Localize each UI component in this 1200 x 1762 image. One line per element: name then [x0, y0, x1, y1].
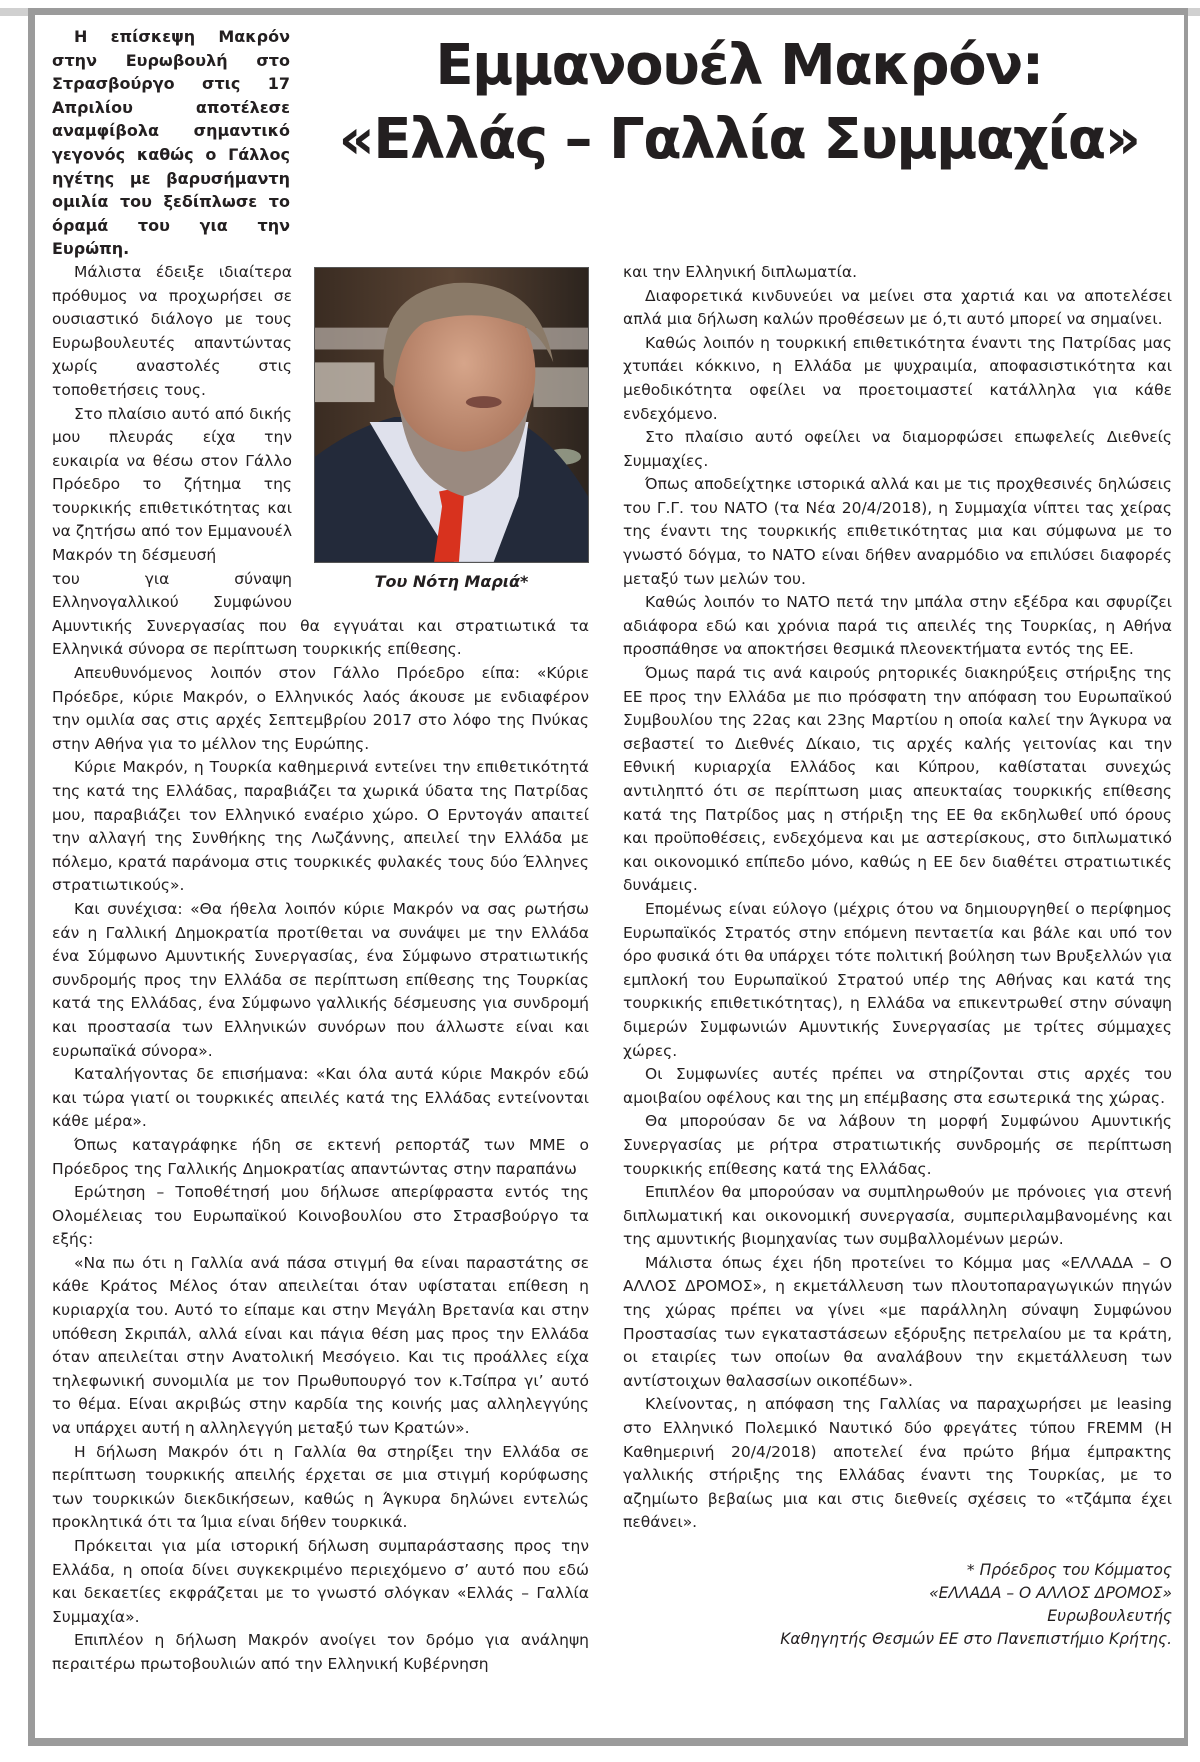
article-frame: [28, 8, 1188, 1746]
paragraph: Στο πλαίσιο αυτό από δικής μου πλευράς είχα την ευκαιρία να θέσω στον Γάλλο Πρόεδρο το ζήτημα της τουρκικής επιθετικότητας και να ζητήσω από τον Εμμανουέλ Μακρόν τη δέσμευσή: [52, 404, 292, 565]
left-column-body: [52, 568, 589, 1677]
left-column: [52, 261, 589, 1677]
signature-line: «ΕΛΛΑΔΑ – Ο ΑΛΛΟΣ ΔΡΟΜΟΣ»: [929, 1584, 1172, 1602]
right-column-wrap: [623, 261, 1172, 1651]
author-portrait-image: [315, 268, 588, 562]
paragraph: και την Ελληνική διπλωματία.: [623, 262, 858, 281]
paragraph: Και συνέχισα: «Θα ήθελα λοιπόν κύριε Μακρόν να σας ρωτήσω εάν η Γαλλική Δημοκρατία προτίθεται να συνάψει με την Ελλάδα ένα Σύμφωνο Αμυντικής Συνεργασίας, ένα Σύμφωνο στρατιωτικής συνδρομής προς την Ελλάδα σε περίπτωση επίθεσης της Τουρκίας κατά της Ελλάδας, ένα Σύμφωνο γαλλικής δέσμευσης για συνδρομή και προστασία των Ελληνικών συνόρων που άλλωστε είναι και ευρωπαϊκά σύνορα».: [52, 899, 589, 1060]
paragraph: Πρόκειται για μία ιστορική δήλωση συμπαράστασης προς την Ελλάδα, η οποία δίνει συγκεκριμένο περιεχόμενο σ’ αυτό που εδώ και δεκαετίες εκφράζεται με το γνωστό σλόγκαν «Ελλάς – Γαλλία Συμμαχία».: [52, 1537, 589, 1626]
paragraph: «Να πω ότι η Γαλλία ανά πάσα στιγμή θα είναι παραστάτης σε κάθε Κράτος Μέλος όταν απειλείται όταν υφίσταται επίθεση η κυριαρχία του. Αυτό το είπαμε και στην Μεγάλη Βρετανία και στην υπόθεση Σκριπάλ, αλλά είναι και πάγια θέση μας προς την Ελλάδα όταν απειλείται στην Ανατολική Μεσόγειο. Και τις προάλλες είχα τηλεφωνική συνομιλία με τον Πρωθυπουργό τον κ.Τσίπρα γι’ αυτό το θέμα. Είναι ακριβώς στην καρδία της κοινής μας αλληλεγγύης να υπάρχει αυτή η αλληλεγγύη μεταξύ των Κρατών».: [52, 1253, 589, 1438]
paragraph: Καθώς λοιπόν η τουρκική επιθετικότητα έναντι της Πατρίδας μας χτυπάει κόκκινο, η Ελλάδα με ψυχραιμία, αποφασιστικότητα και μεθοδικότητα οφείλει να προετοιμαστεί κατάλληλα για κάθε ενδεχόμενο.: [623, 333, 1172, 423]
paragraph: Όπως αποδείχτηκε ιστορικά αλλά και με τις προχθεσινές δηλώσεις του Γ.Γ. του ΝΑΤΟ (τα Νέα 20/4/2018), η Συμμαχία νίπτει τας χείρας της έναντι της τουρκικής επιθετικότητας μια και σύμφωνα με το γνωστό δόγμα, το ΝΑΤΟ είναι δήθεν αναρμόδιο να επιλύσει διαφορές μεταξύ των μελών του.: [623, 475, 1172, 588]
paragraph: Οι Συμφωνίες αυτές πρέπει να στηρίζονται στις αρχές του αμοιβαίου οφέλους και της μη επέμβασης στα εσωτερικά της χώρας.: [623, 1065, 1172, 1107]
article-title: [306, 25, 1172, 177]
author-photo-block: [314, 267, 589, 593]
paragraph: Επομένως είναι εύλογο (μέχρις ότου να δημιουργηθεί ο περίφημος Ευρωπαϊκός Στρατός στην επόμενη πενταετία και βάλε και υπό τον όρο φυσικά ότι θα υπάρχει τότε πολιτική βούληση των Βρυξελλών για εμπλοκή του Ευρωπαϊκού Στρατού υπέρ της Αθήνας και κατά της τουρκικής επιθετικότητας), η Ελλάδα να επικεντρωθεί στην σύναψη διμερών Συμφωνιών Αμυντικής Συνεργασίας με τρίτες σύμμαχες χώρες.: [623, 899, 1172, 1060]
paragraph: Θα μπορούσαν δε να λάβουν τη μορφή Συμφώνου Αμυντικής Συνεργασίας με ρήτρα στρατιωτικής συνδρομής σε περίπτωση τουρκικής επίθεσης κατά της Ελλάδας.: [623, 1112, 1172, 1178]
paragraph: Όμως παρά τις ανά καιρούς ρητορικές διακηρύξεις στήριξης της ΕΕ προς την Ελλάδα με πιο πρόσφατη την απόφαση του Ευρωπαϊκού Συμβουλίου της 22ας και 23ης Μαρτίου η οποία καλεί την Άγκυρα να σεβαστεί το Διεθνές Δίκαιο, τις αρχές καλής γειτονίας και την Εθνική κυριαρχία Ελλάδος και Κύπρου, καθίσταται συνεχώς αντιληπτό ότι σε περίπτωση μιας απευκταίας τουρκικής επίθεσης κατά της Πατρίδος μας η στήριξη της ΕΕ θα εκδηλωθεί υπό όρους και προϋποθέσεις, ενδεχόμενα και με αστερίσκους, στο διπλωματικό και οικονομικό επίπεδο μόνο, καθώς η ΕΕ δεν διαθέτει στρατιωτικές δυνάμεις.: [623, 664, 1172, 895]
author-photo: [314, 267, 589, 563]
paragraph: Ερώτηση – Τοποθέτησή μου δήλωσε απερίφραστα εντός της Ολομέλειας του Ευρωπαϊκού Κοινοβουλίου στο Στρασβούργο τα εξής:: [52, 1183, 589, 1249]
signature-line: * Πρόεδρος του Κόμματος: [966, 1561, 1172, 1579]
signature-line: Ευρωβουλευτής: [1047, 1607, 1172, 1625]
article-header: [52, 25, 1172, 261]
paragraph: Κύριε Μακρόν, η Τουρκία καθημερινά εντείνει την επιθετικότητά της κατά της Ελλάδας, παραβιάζει τα χωρικά ύδατα της Πατρίδας μου, παραβιάζει τον Ελληνικό εναέριο χώρο. Ο Ερντογάν απαιτεί την αλλαγή της Συνθήκης της Λωζάννης, απειλεί την Ελλάδα με πόλεμο, κρατά παράνομα στις τουρκικές φυλακές τους δύο Έλληνες στρατιωτικούς».: [52, 758, 589, 895]
article-columns: [52, 261, 1172, 1677]
byline: Του Νότη Μαριά*: [374, 571, 529, 591]
paragraph: Καθώς λοιπόν το ΝΑΤΟ πετά την μπάλα στην εξέδρα και σφυρίζει αδιάφορα εδώ και χρόνια παρά τις απειλές της Τουρκίας, η Αθήνα προσπάθησε να αποκτήσει θεσμικά πλεονεκτήματα εντός της ΕΕ.: [623, 593, 1172, 659]
paragraph: Μάλιστα έδειξε ιδιαίτερα πρόθυμος να προχωρήσει σε ουσιαστικό διάλογο με τους Ευρωβουλευτές απαντώντας χωρίς αναστολές στις τοποθετήσεις τους.: [52, 262, 292, 399]
paragraph: Διαφορετικά κινδυνεύει να μείνει στα χαρτιά και να αποτελέσει απλά μια δήλωση καλών προθέσεων με ό,τι αυτό μπορεί να σημαίνει.: [623, 286, 1172, 329]
paragraph: Επιπλέον η δήλωση Μακρόν ανοίγει τον δρόμο για ανάληψη περαιτέρω πρωτοβουλιών από την Ελληνική Κυβέρνηση: [52, 1631, 589, 1673]
signature-line: Καθηγητής Θεσμών ΕΕ στο Πανεπιστήμιο Κρήτης.: [780, 1630, 1172, 1648]
article-intro: [52, 25, 290, 261]
intro-paragraph: Η επίσκεψη Μακρόν στην Ευρωβουλή στο Στρασβούργο στις 17 Απριλίου αποτέλεσε αναμφίβολα σημαντικό γεγονός καθώς ο Γάλλος ηγέτης με βαρυσήμαντη ομιλία του ξεδίπλωσε το όραμά του για την Ευρώπη.: [52, 27, 290, 259]
author-signature: [623, 1559, 1172, 1651]
paragraph: Μάλιστα όπως έχει ήδη προτείνει το Κόμμα μας «ΕΛΛΑΔΑ – Ο ΑΛΛΟΣ ΔΡΟΜΟΣ», η εκμετάλλευση των πλουτοπαραγωγικών πηγών της χώρας πρέπει να γίνει «με παράλληλη σύναψη Συμφώνου Προστασίας των εγκαταστάσεων εξόρυξης πετρελαίου με τα κράτη, οι εταιρίες των οποίων θα αναλάβουν την εκμετάλλευση των αντίστοιχων θαλασσίων οικοπέδων».: [623, 1253, 1172, 1390]
paragraph: Επιπλέον θα μπορούσαν να συμπληρωθούν με πρόνοιες για στενή διπλωματική και οικονομική συνεργασία, συμπεριλαμβανομένης και της αμυντικής βιομηχανίας των συμβαλλομένων μερών.: [623, 1183, 1172, 1249]
paragraph: Στο πλαίσιο αυτό οφείλει να διαμορφώσει επωφελείς Διεθνείς Συμμαχίες.: [623, 428, 1172, 470]
paragraph: του για σύναψη Ελληνογαλλικού Συμφώνου Αμυντικής Συνεργασίας που θα εγγυάται και στρατιωτικά τα Ελληνικά σύνορα σε περίπτωση τουρκικής επίθεσης.: [52, 569, 589, 659]
paragraph: Καταλήγοντας δε επισήμανα: «Και όλα αυτά κύριε Μακρόν εδώ και τώρα γιατί οι τουρκικές απειλές κατά της Ελλάδας εντείνονται κάθε μέρα».: [52, 1065, 589, 1131]
paragraph: Η δήλωση Μακρόν ότι η Γαλλία θα στηρίξει την Ελλάδα σε περίπτωση τουρκικής απειλής έρχεται σε μια στιγμή κορύφωσης των τουρκικών διεκδικήσεων, καθώς η Άγκυρα δηλώνει εντελώς προκλητικά ότι τα Ίμια είναι δήθεν τουρκικά.: [52, 1442, 589, 1532]
right-column: [623, 261, 1172, 1535]
title-line-1: Εμμανουέλ Μακρόν:: [435, 33, 1043, 98]
paragraph: Όπως καταγράφηκε ήδη σε εκτενή ρεπορτάζ των ΜΜΕ ο Πρόεδρος της Γαλλικής Δημοκρατίας απαντώντας στην παραπάνω: [52, 1135, 589, 1178]
title-line-2: «Ελλάς – Γαλλία Συμμαχία»: [338, 107, 1140, 172]
paragraph: Απευθυνόμενος λοιπόν στον Γάλλο Πρόεδρο είπα: «Κύριε Πρόεδρε, κύριε Μακρόν, ο Ελληνικός λαός άκουσε με ενδιαφέρον την ομιλία σας στις αρχές Σεπτεμβρίου 2017 στο λόφο της Πνύκας στην Αθήνα για το μέλλον της Ευρώπης.: [52, 664, 589, 753]
paragraph: Κλείνοντας, η απόφαση της Γαλλίας να παραχωρήσει με leasing στο Ελληνικό Πολεμικό Ναυτικό δύο φρεγάτες τύπου FREMM (Η Καθημερινή 20/4/2018) αποτελεί ένα πρώτο βήμα έμπρακτης γαλλικής στήριξης της Ελλάδας έναντι της Τουρκίας, με το αζημίωτο βεβαίως μια και στις διεθνείς σχέσεις το «τζάμπα έχει πεθάνει».: [623, 1395, 1172, 1532]
